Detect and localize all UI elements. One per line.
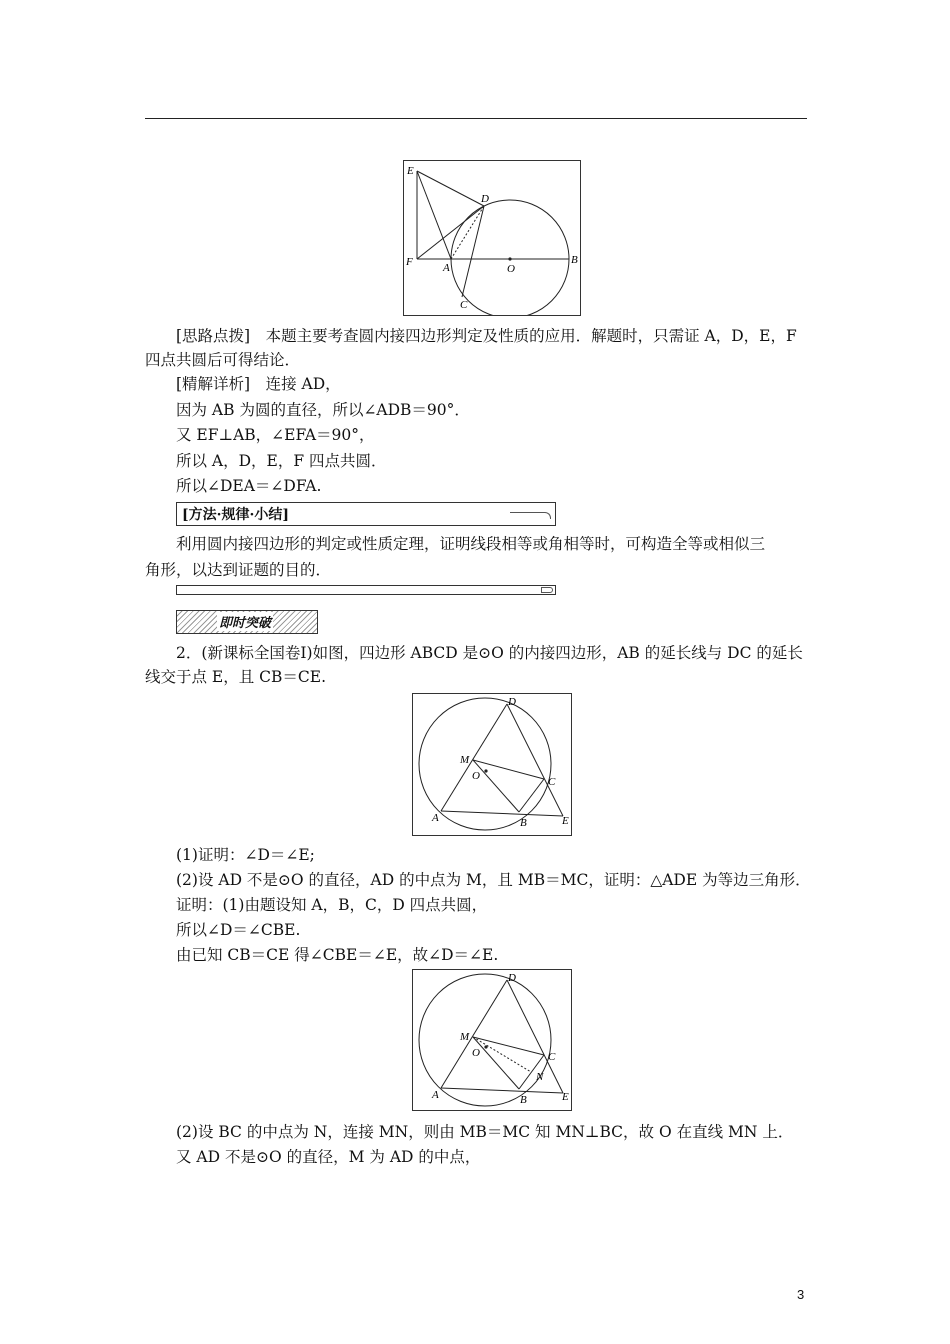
label-O: O <box>472 770 480 782</box>
step-1: 因为 AB 为圆的直径，所以∠ADB＝90°． <box>176 401 470 419</box>
problem-stem-1: 2．(新课标全国卷Ⅰ)如图，四边形 ABCD 是⊙O 的内接四边形，AB 的延长线与 DC 的延长 <box>176 644 803 662</box>
detail-label: [精解详析] 连接 AD， <box>176 375 341 393</box>
step-2: 又 EF⊥AB，∠EFA＝90°， <box>176 426 375 444</box>
method-box <box>176 502 556 526</box>
label-D: D <box>481 193 489 205</box>
label-F: F <box>406 256 413 268</box>
proof-3: 由已知 CB＝CE 得∠CBE＝∠E，故∠D＝∠E. <box>176 946 499 964</box>
header-rule <box>145 118 807 119</box>
quick-box-label: 即时突破 <box>217 612 273 631</box>
method-box-decoration <box>510 512 551 519</box>
label-A: A <box>432 812 439 824</box>
proof-2: 所以∠D＝∠CBE. <box>176 921 301 939</box>
label-C: C <box>548 1051 556 1063</box>
part-2: (2)设 AD 不是⊙O 的直径，AD 的中点为 M，且 MB＝MC，证明：△ADE 为等边三角形． <box>176 871 811 889</box>
label-E: E <box>562 1091 569 1103</box>
label-B: B <box>520 1094 527 1106</box>
label-A: A <box>443 262 450 274</box>
hint-line-1: [思路点拨] 本题主要考查圆内接四边形判定及性质的应用．解题时，只需证 A，D，E，F <box>176 327 797 345</box>
method-text-1: 利用圆内接四边形的判定或性质定理，证明线段相等或角相等时，可构造全等或相似三 <box>176 535 766 553</box>
figure-cyclic-quad-midpoint <box>412 969 572 1111</box>
label-B: B <box>520 817 527 829</box>
label-C: C <box>548 776 556 788</box>
page-number: 3 <box>797 1287 805 1302</box>
label-E: E <box>562 815 569 827</box>
label-M: M <box>460 754 470 766</box>
hint-line-2: 四点共圆后可得结论． <box>145 351 301 369</box>
label-B: B <box>571 254 578 266</box>
proof-4: (2)设 BC 的中点为 N，连接 MN，则由 MB＝MC 知 MN⊥BC，故 O 在直线 MN 上． <box>176 1123 794 1141</box>
figure-circle-tangent <box>403 160 581 316</box>
part-1: (1)证明：∠D＝∠E; <box>176 846 315 864</box>
label-A: A <box>432 1089 439 1101</box>
label-N: N <box>536 1071 544 1083</box>
method-box-label: [方法·规律·小结] <box>182 507 289 523</box>
label-E: E <box>407 165 414 177</box>
step-3: 所以 A，D，E，F 四点共圆． <box>176 452 387 470</box>
quick-box <box>176 610 318 634</box>
method-box-end <box>176 585 556 595</box>
label-O: O <box>472 1047 480 1059</box>
proof-1: 证明：(1)由题设知 A，B，C，D 四点共圆， <box>176 896 488 914</box>
figure-cyclic-quad <box>412 693 572 836</box>
step-4: 所以∠DEA＝∠DFA. <box>176 477 322 495</box>
method-text-2: 角形，以达到证题的目的． <box>145 561 332 579</box>
label-O: O <box>507 263 515 275</box>
label-D: D <box>508 972 516 984</box>
label-C: C <box>460 299 468 311</box>
label-M: M <box>460 1031 470 1043</box>
problem-stem-2: 线交于点 E，且 CB＝CE. <box>145 668 327 686</box>
proof-5: 又 AD 不是⊙O 的直径，M 为 AD 的中点， <box>176 1148 481 1166</box>
label-D: D <box>508 696 516 708</box>
